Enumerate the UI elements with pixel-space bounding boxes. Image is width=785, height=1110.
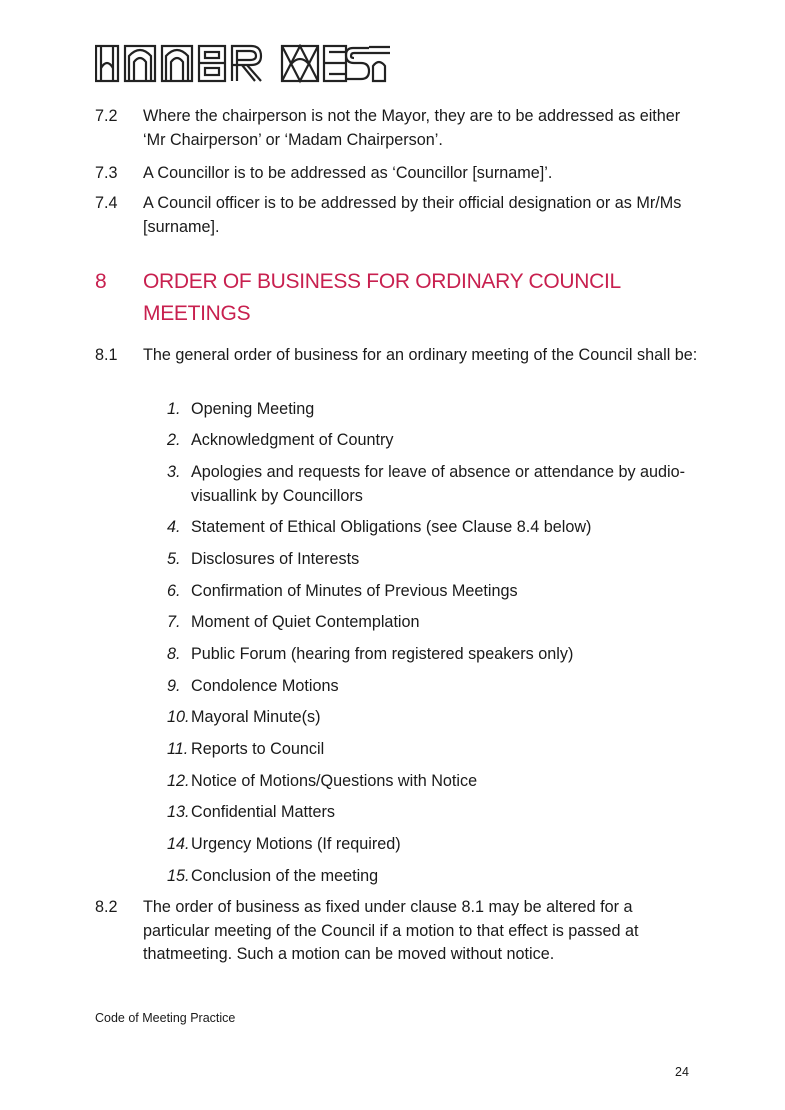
list-item-number: 3. [167,463,181,481]
clause-number: 8.2 [95,898,118,916]
list-item-number: 10. [167,708,190,726]
list-item-number: 14. [167,835,190,853]
list-item-number: 9. [167,677,181,695]
list-item-number: 12. [167,772,190,790]
list-item-text: Public Forum (hearing from registered speakers only) [191,645,574,663]
inner-west-logo [95,44,391,84]
clause-text: A Councillor is to be addressed as ‘Councillor [surname]’. [143,164,553,182]
list-item-number: 6. [167,582,181,600]
clause-number: 7.3 [95,164,118,182]
section-title: ORDER OF BUSINESS FOR ORDINARY COUNCIL MEETINGS [143,270,621,325]
list-item-number: 1. [167,400,181,418]
clause-number: 7.4 [95,194,118,212]
page-number: 24 [675,1065,689,1079]
list-item-number: 15. [167,867,190,885]
clause-text: Where the chairperson is not the Mayor, they are to be addressed as either ‘Mr Chairperson’ or ‘Madam Chairperson’. [143,107,681,149]
list-item-text: Statement of Ethical Obligations (see Clause 8.4 below) [191,518,592,536]
list-item-number: 8. [167,645,181,663]
list-item-text: Conclusion of the meeting [191,867,379,885]
list-item-number: 2. [167,431,181,449]
list-item-text: Acknowledgment of Country [191,431,394,449]
list-item-number: 11. [167,740,189,758]
list-item-text: Disclosures of Interests [191,550,360,568]
list-item-number: 7. [167,613,181,631]
list-item-text: Condolence Motions [191,677,339,695]
list-item-text: Confidential Matters [191,803,335,821]
section-number: 8 [95,270,107,293]
list-item-text: Opening Meeting [191,400,315,418]
clause-number: 8.1 [95,346,118,364]
list-item-text: Mayoral Minute(s) [191,708,321,726]
clause-text: The general order of business for an ordinary meeting of the Council shall be: [143,346,698,364]
list-item-text: Apologies and requests for leave of absence or attendance by audio-visuallink by Councillors [191,463,686,505]
list-item-text: Reports to Council [191,740,325,758]
list-item-number: 4. [167,518,181,536]
list-item-text: Notice of Motions/Questions with Notice [191,772,478,790]
list-item-text: Confirmation of Minutes of Previous Meetings [191,582,518,600]
list-item-number: 5. [167,550,181,568]
clause-text: A Council officer is to be addressed by their official designation or as Mr/Ms [surname]. [143,194,682,236]
list-item-number: 13. [167,803,190,821]
list-item-text: Urgency Motions (If required) [191,835,401,853]
clause-text: The order of business as fixed under clause 8.1 may be altered for a particular meeting of the Council if a motion to that effect is passed at thatmeeting. Such a motion can be moved without notice. [143,898,639,963]
list-item-text: Moment of Quiet Contemplation [191,613,420,631]
clause-number: 7.2 [95,107,118,125]
inner-west-logo-graphic [95,44,391,84]
footer-document-title: Code of Meeting Practice [95,1011,236,1025]
